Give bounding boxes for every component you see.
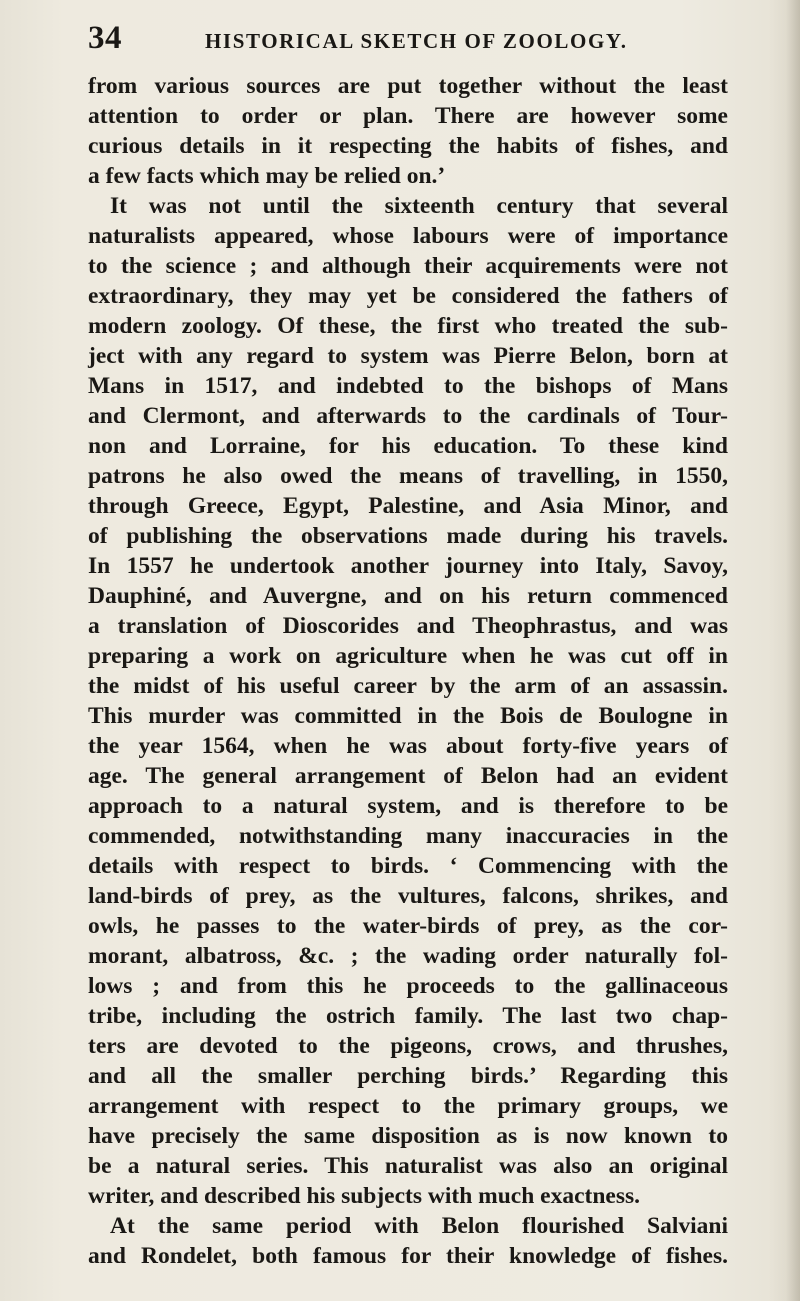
text-line: arrangement with respect to the primary groups, we xyxy=(88,1093,728,1119)
text-line: and Rondelet, both famous for their knowledge of fishes. xyxy=(88,1243,728,1269)
text-line: extraordinary, they may yet be considered the fathers of xyxy=(88,283,728,309)
text-line: and Clermont, and afterwards to the cardinals of Tour- xyxy=(88,403,728,429)
text-line: ject with any regard to system was Pierre Belon, born at xyxy=(88,343,728,369)
text-line: non and Lorraine, for his education. To these kind xyxy=(88,433,728,459)
page-header xyxy=(88,18,728,58)
text-line: the midst of his useful career by the arm of an assassin. xyxy=(88,673,728,699)
text-line: tribe, including the ostrich family. The last two chap- xyxy=(88,1003,728,1029)
body-text xyxy=(88,71,728,1271)
text-line: of publishing the observations made during his travels. xyxy=(88,523,728,549)
text-line: curious details in it respecting the habits of fishes, and xyxy=(88,133,728,159)
text-line: the year 1564, when he was about forty-five years of xyxy=(88,733,728,759)
text-line: through Greece, Egypt, Palestine, and Asia Minor, and xyxy=(88,493,728,519)
page-number: 34 xyxy=(88,20,122,56)
text-line: Dauphiné, and Auvergne, and on his return commenced xyxy=(88,583,728,609)
text-line: attention to order or plan. There are however some xyxy=(88,103,728,129)
text-line: owls, he passes to the water-birds of prey, as the cor- xyxy=(88,913,728,939)
text-line: writer, and described his subjects with much exactness. xyxy=(88,1183,641,1209)
text-line: have precisely the same disposition as is now known to xyxy=(88,1123,728,1149)
text-line: In 1557 he undertook another journey into Italy, Savoy, xyxy=(88,553,728,579)
running-head: HISTORICAL SKETCH OF ZOOLOGY. xyxy=(205,29,628,53)
text-line: and all the smaller perching birds.’ Regarding this xyxy=(88,1063,728,1089)
text-line: naturalists appeared, whose labours were of importance xyxy=(88,223,728,249)
text-line: to the science ; and although their acquirements were not xyxy=(88,253,728,279)
text-line: details with respect to birds. ‘ Commencing with the xyxy=(88,853,728,879)
text-line: ters are devoted to the pigeons, crows, and thrushes, xyxy=(88,1033,728,1059)
text-line: modern zoology. Of these, the first who treated the sub- xyxy=(88,313,728,339)
text-line: At the same period with Belon flourished Salviani xyxy=(110,1213,728,1239)
text-line: land-birds of prey, as the vultures, falcons, shrikes, and xyxy=(88,883,728,909)
text-line: It was not until the sixteenth century that several xyxy=(110,193,728,219)
text-line: patrons he also owed the means of travelling, in 1550, xyxy=(88,463,728,489)
text-line: This murder was committed in the Bois de Boulogne in xyxy=(88,703,728,729)
text-line: a few facts which may be relied on.’ xyxy=(88,163,446,189)
text-line: be a natural series. This naturalist was also an original xyxy=(88,1153,728,1179)
text-line: lows ; and from this he proceeds to the gallinaceous xyxy=(88,973,728,999)
text-line: approach to a natural system, and is therefore to be xyxy=(88,793,728,819)
text-line: age. The general arrangement of Belon had an evident xyxy=(88,763,728,789)
text-line: morant, albatross, &c. ; the wading order naturally fol- xyxy=(88,943,728,969)
text-line: Mans in 1517, and indebted to the bishops of Mans xyxy=(88,373,728,399)
text-line: preparing a work on agriculture when he was cut off in xyxy=(88,643,728,669)
text-line: from various sources are put together without the least xyxy=(88,73,728,99)
page-edge-shadow xyxy=(786,0,800,1301)
text-line: commended, notwithstanding many inaccuracies in the xyxy=(88,823,728,849)
text-line: a translation of Dioscorides and Theophrastus, and was xyxy=(88,613,728,639)
